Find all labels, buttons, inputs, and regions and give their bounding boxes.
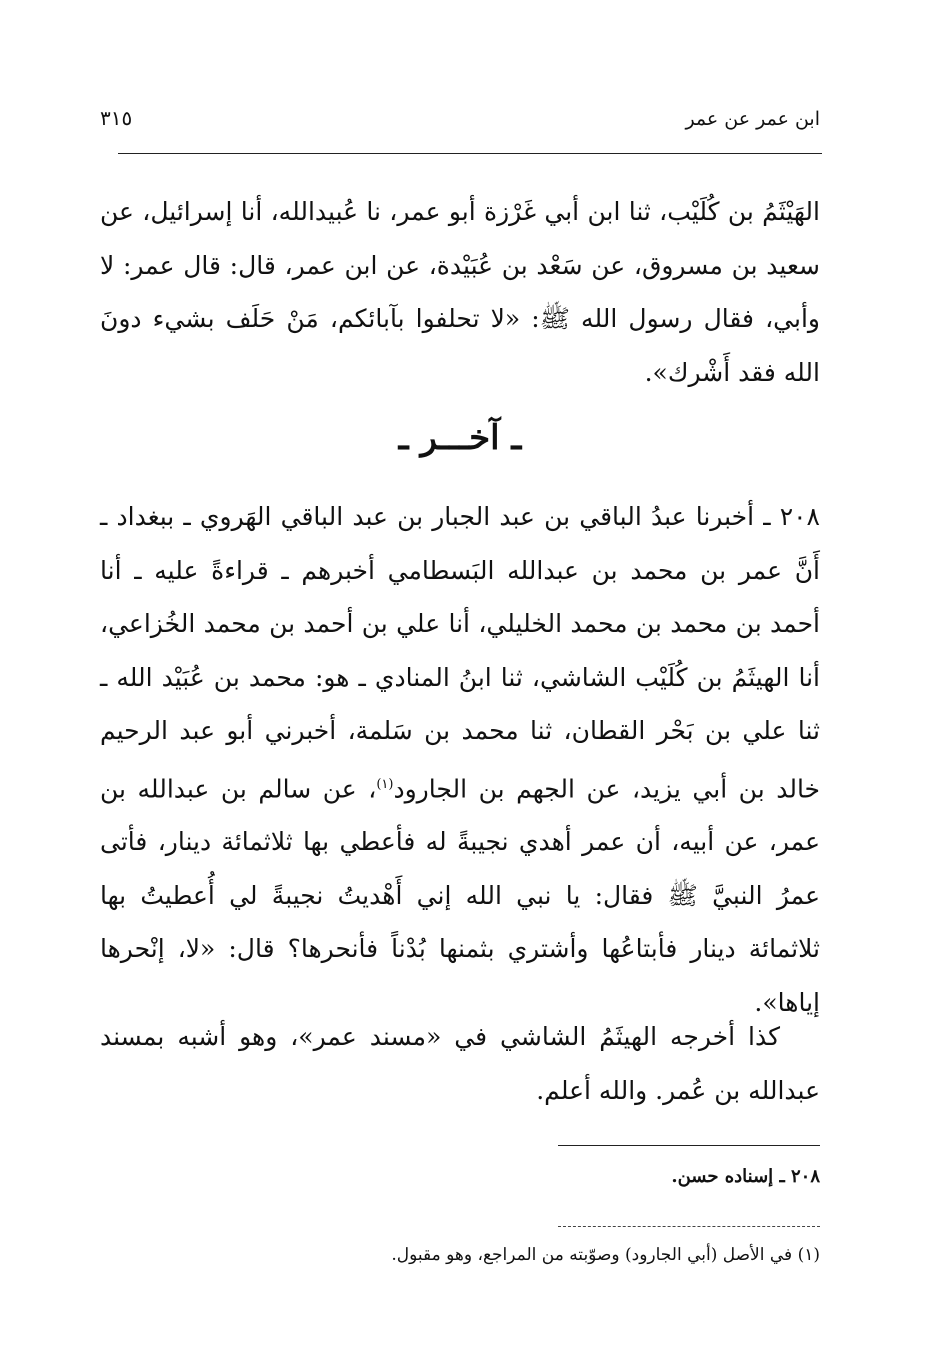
paragraph-commentary: كذا أخرجه الهيثَمُ الشاشي في «مسند عمر»، وهو أشبه بمسند عبدالله بن عُمر. والله أعلم. [100,1022,820,1105]
paragraph-208-text-end: ، عن سالم بن عبدالله بن عمر، عن أبيه، أن عمر أهدي نجيبةً له فأعطي بها ثلاثمائة دينار، فأتى عمرُ النبيَّ ﷺ فقال: يا نبي الله إني أَهْديتُ نجيبةً لي أُعطيتُ بها ثلاثمائة دينار فأبتاعُها وأشتري بثمنها بُدْناً فأنحرها؟ قال: «لا، إنْحرها إياها». [100,773,820,1017]
footnote-marker: (١) [376,776,394,792]
footnote-grading: ٢٠٨ ـ إسناده حسن. [671,1166,820,1187]
footnote-rule [558,1145,820,1146]
footnote-dashed-rule [558,1226,820,1227]
footnote-correction: (١) في الأصل (أبي الجارود) وصوّبته من المراجع، وهو مقبول. [391,1245,820,1265]
running-header-title: ابن عمر عن عمر [685,108,820,130]
paragraph-hadith-continuation: الهَيْثَمُ بن كُلَيْب، ثنا ابن أبي غَرْزة أبو عمر، نا عُبيدالله، أنا إسرائيل، عن سعيد بن مسروق، عن سَعْد بن عُبَيْدة، عن ابن عمر، قال: قال عمر: لا وأبي، فقال رسول الله ﷺ: «لا تحلفوا بآبائكم، مَنْ حَلَف بشيء دونَ الله فقد أَشْرك». [100,197,820,387]
section-heading: ـ آخـــر ـ [398,418,522,458]
paragraph-hadith-208 [100,490,820,1029]
paragraph-208-text-start: ٢٠٨ ـ أخبرنا عبدُ الباقي بن عبد الجبار بن عبد الباقي الهَروي ـ ببغداد ـ أَنَّ عمر بن محمد بن عبدالله البَسطامي أخبرهم ـ قراءةً عليه ـ أنا أحمد بن محمد بن محمد الخليلي، أنا علي بن أحمد بن محمد الخُزاعي، أنا الهيثَمُ بن كُلَيْب الشاشي، ثنا ابنُ المنادي ـ هو: محمد بن عُبَيْد الله ـ ثنا علي بن بَحْر القطان، ثنا محمد بن سَلمة، أخبرني أبو عبد الرحيم خالد بن أبي يزيد، عن الجهم بن الجارود [100,502,821,803]
header-rule [118,153,822,154]
page-number: ٣١٥ [100,106,133,130]
